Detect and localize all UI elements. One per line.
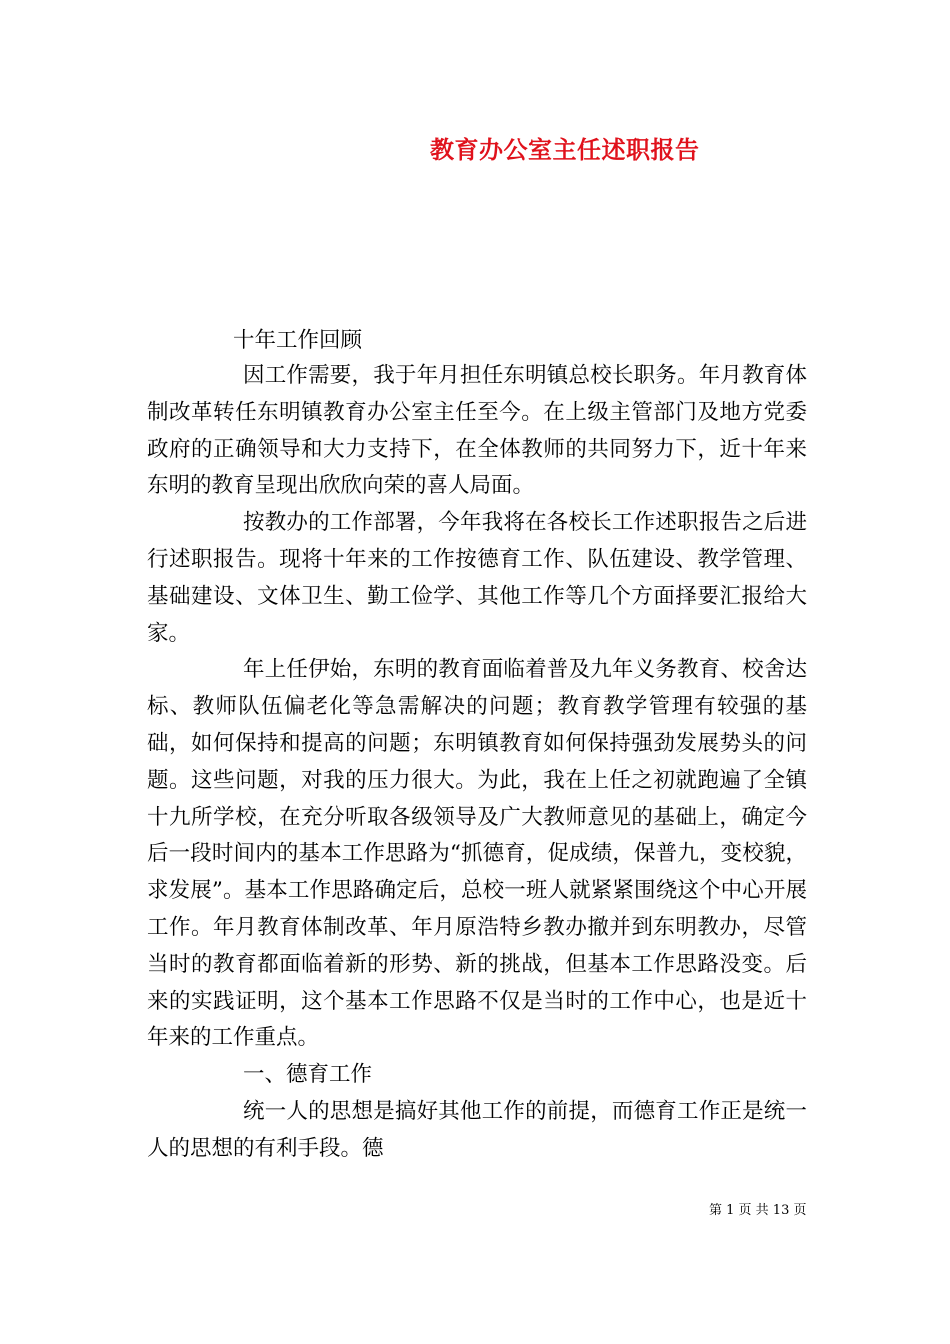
subsection-heading: 一、德育工作 xyxy=(243,1062,373,1088)
paragraph: 年上任伊始，东明的教育面临着普及九年义务教育、校舍达标、教师队伍偏老化等急需解决的问题；教育教学管理有较强的基础，如何保持和提高的问题；东明镇教育如何保持强劲发展势头的问题。这些问题，对我的压力很大。为此，我在上任之初就跑遍了全镇十九所学校，在充分听取各级领导及广大教师意见的基础上，确定今后一段时间内的基本工作思路为“抓德育，促成绩，保普九，变校貌，求发展”。基本工作思路确定后，总校一班人就紧紧围绕这个中心开展工作。年月教育体制改革、年月原浩特乡教办撤并到东明教办，尽管当时的教育都面临着新的形势、新的挑战，但基本工作思路没变。后来的实践证明，这个基本工作思路不仅是当时的工作中心，也是近十年来的工作重点。 xyxy=(147,657,807,1051)
paragraph: 按教办的工作部署，今年我将在各校长工作述职报告之后进行述职报告。现将十年来的工作按德育工作、队伍建设、教学管理、基础建设、文体卫生、勤工俭学、其他工作等几个方面择要汇报给大家。 xyxy=(147,510,807,646)
page-number-footer: 第 1 页 共 13 页 xyxy=(709,1203,807,1218)
document-title: 教育办公室主任述职报告 xyxy=(430,135,700,164)
section-heading: 十年工作回顾 xyxy=(233,328,363,353)
paragraph: 因工作需要，我于年月担任东明镇总校长职务。年月教育体制改革转任东明镇教育办公室主任至今。在上级主管部门及地方党委政府的正确领导和大力支持下，在全体教师的共同努力下，近十年来东明的教育呈现出欣欣向荣的喜人局面。 xyxy=(147,363,807,499)
paragraph: 统一人的思想是搞好其他工作的前提，而德育工作正是统一人的思想的有利手段。德 xyxy=(147,1098,807,1161)
document-body xyxy=(147,358,807,1168)
